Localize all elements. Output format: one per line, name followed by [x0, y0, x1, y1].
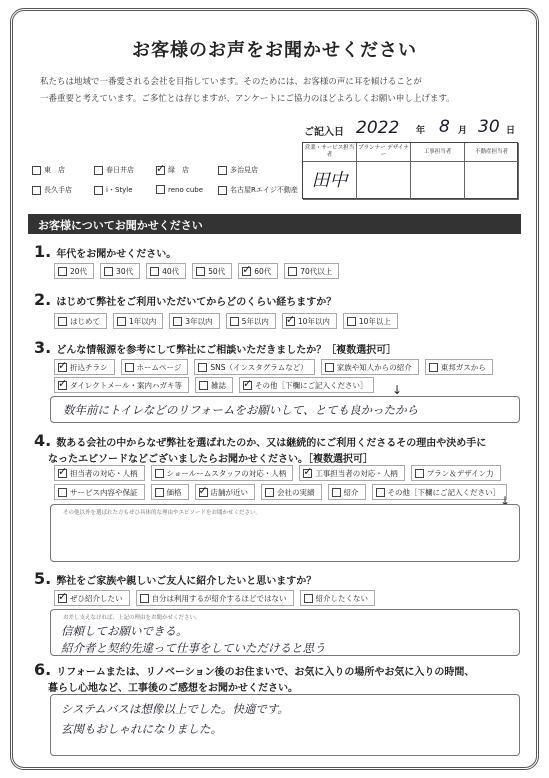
q1-option-0[interactable] [54, 263, 94, 279]
q6-text-2: 暮らし心地など、工事後のご感想をお聞かせください。 [48, 683, 298, 694]
q4-number: 4. [34, 431, 52, 450]
shop-option-1[interactable] [94, 165, 134, 175]
checkbox-icon[interactable] [218, 166, 227, 175]
q4-answer-box[interactable] [50, 504, 520, 562]
q1-text: 年代をお聞かせください。 [56, 249, 177, 260]
option-label: 自分は利用するが紹介するほどではない [151, 593, 287, 603]
staff-cell-construction[interactable] [411, 162, 465, 200]
option-label: SNS（インスタグラムなど） [210, 362, 308, 372]
option-label: その他［下欄にご記入ください］ [254, 380, 368, 390]
q1-option-1[interactable] [100, 263, 140, 279]
option-label: 30代 [116, 266, 134, 276]
q2-text: はじめて弊社をご利用いただいてからどのくらい経ちますか？ [56, 297, 337, 308]
q4-row1-option-3[interactable] [411, 465, 501, 481]
shop-label: 長久手店 [44, 186, 72, 194]
arrow-down-icon: ↓ [500, 494, 511, 508]
checkbox-icon[interactable] [332, 488, 341, 497]
date-label: ご記入日 [304, 127, 344, 138]
q3-answer: 数年前にトイレなどのリフォームをお願いして、とても良かったから [63, 403, 419, 417]
checkbox-icon[interactable] [347, 317, 356, 326]
option-label: サービス内容や保証 [70, 487, 138, 497]
option-label: 10年以内 [297, 316, 330, 326]
q4-row2-option-3[interactable] [261, 484, 322, 500]
shop-label: i・Style [106, 186, 133, 194]
checkbox-icon[interactable] [218, 186, 227, 195]
option-label: 価格 [166, 487, 182, 497]
date-month-unit: 月 [458, 126, 468, 136]
option-label: ダイレクトメール・案内ハガキ等 [70, 380, 182, 390]
option-label: 1年以内 [129, 316, 157, 326]
q5-options [54, 590, 375, 606]
checkbox-icon[interactable] [58, 488, 67, 497]
option-label: 5年以内 [241, 316, 269, 326]
q5-text: 弊社をご家族や親しいご友人に紹介したいと思いますか？ [56, 576, 317, 587]
checkbox-icon[interactable] [155, 469, 164, 478]
checkbox-checked-icon[interactable] [286, 317, 295, 326]
section-band: お客様についてお聞かせください [28, 214, 521, 234]
option-label: 雑誌 [210, 380, 226, 390]
checkbox-checked-icon[interactable] [58, 363, 67, 372]
q1-number: 1. [34, 242, 52, 261]
option-label: 60代 [254, 266, 272, 276]
q5-option-0[interactable] [54, 590, 130, 606]
option-label: 70代以上 [300, 266, 333, 276]
q3-row1-option-0[interactable] [54, 359, 115, 375]
q4-row1-option-0[interactable] [54, 465, 145, 481]
q4-text-2: なったエピソードなどございましたらお聞かせください。［複数選択可］ [48, 454, 373, 465]
q4-text-1: 数ある会社の中からなぜ弊社を選ばれたのか、又は継続的にご利用くださるその理由や決め手に [56, 438, 487, 449]
staff-cell-planner[interactable] [357, 162, 411, 200]
checkbox-checked-icon[interactable] [303, 469, 312, 478]
shop-option-2[interactable] [156, 165, 189, 175]
date-day[interactable]: 30 [478, 117, 500, 137]
shop-option-0[interactable] [32, 165, 65, 175]
shop-option-4[interactable] [32, 185, 72, 195]
checkbox-icon[interactable] [94, 166, 103, 175]
staff-header-sales: 営業・サービス担当者 [303, 143, 357, 162]
checkbox-icon[interactable] [58, 317, 67, 326]
staff-cell-realestate[interactable] [465, 162, 519, 200]
shop-label: 春日井店 [106, 166, 134, 174]
checkbox-checked-icon[interactable] [58, 381, 67, 390]
option-label: 50代 [208, 266, 226, 276]
checkbox-icon[interactable] [376, 488, 385, 497]
option-label: 会社の実績 [277, 487, 315, 497]
shop-label: 東 店 [44, 166, 65, 174]
checkbox-icon[interactable] [58, 267, 67, 276]
q5-answer-box[interactable] [50, 609, 520, 656]
page-title: お客様のお声をお聞かせください [132, 40, 417, 61]
staff-header-planner: プランナー デザイナー [357, 143, 411, 162]
shop-label: reno cube [168, 185, 204, 194]
option-label: 紹介 [343, 487, 359, 497]
option-label: ホームページ [136, 362, 182, 372]
checkbox-icon[interactable] [94, 186, 103, 195]
option-label: 3年以内 [185, 316, 213, 326]
q3-row1-option-4[interactable] [425, 359, 493, 375]
checkbox-icon[interactable] [196, 267, 205, 276]
checkbox-icon[interactable] [304, 594, 313, 603]
q4-row1-option-1[interactable] [151, 465, 294, 481]
checkbox-icon[interactable] [155, 488, 164, 497]
q1-option-4[interactable] [238, 263, 278, 279]
q2-option-5[interactable] [343, 313, 398, 329]
q2-option-2[interactable] [169, 313, 219, 329]
option-label: 10年以上 [358, 316, 391, 326]
checkbox-icon[interactable] [173, 317, 182, 326]
q3-text: どんな情報源を参考にして弊社にご相談いただきましたか？［複数選択可］ [56, 345, 397, 356]
q4-hint: その他以外を選ばれた方もぜひ具体的な理由やエピソードをお聞かせください。 [63, 510, 262, 516]
checkbox-checked-icon[interactable] [58, 594, 67, 603]
intro-line-1: 私たちは地域で一番愛される会社を目指しています。そのためには、お客様の声に耳を傾けることが [40, 77, 422, 87]
checkbox-icon[interactable] [32, 166, 41, 175]
checkbox-icon[interactable] [156, 185, 165, 194]
q3-heading [34, 338, 396, 357]
q2-options [54, 313, 398, 329]
q3-row2-option-0[interactable] [54, 377, 189, 393]
q3-options-row2 [54, 377, 374, 393]
q5-answer-line-1: 信頼してお願いできる。 [61, 624, 188, 638]
q3-row2-option-2[interactable] [239, 377, 375, 393]
option-label: プラン＆デザイン力 [426, 468, 494, 478]
shop-option-6[interactable] [156, 185, 203, 194]
shop-label: 名古屋Rエイジ不動産 [230, 186, 298, 194]
shop-option-5[interactable] [94, 185, 133, 195]
q6-answer-line-2: 玄関もおしゃれになりました。 [61, 722, 222, 736]
checkbox-icon[interactable] [429, 363, 438, 372]
q3-number: 3. [34, 338, 52, 357]
checkbox-icon[interactable] [104, 267, 113, 276]
intro-text [40, 74, 510, 108]
option-label: 40代 [162, 266, 180, 276]
q4-row1-option-2[interactable] [299, 465, 405, 481]
shop-option-7[interactable] [218, 185, 298, 195]
q5-option-1[interactable] [136, 590, 294, 606]
checkbox-icon[interactable] [117, 317, 126, 326]
checkbox-checked-icon[interactable] [242, 267, 251, 276]
q5-heading [34, 569, 316, 588]
q4-row2-option-5[interactable] [372, 484, 508, 500]
q3-answer-box[interactable] [50, 396, 520, 423]
option-label: 折込チラシ [70, 362, 108, 372]
q4-row2-option-2[interactable] [195, 484, 256, 500]
option-label: はじめて [70, 316, 100, 326]
q3-row1-option-2[interactable] [194, 359, 314, 375]
q6-answer-line-1: システムバスは想像以上でした。快適です。 [61, 702, 289, 716]
staff-signature[interactable]: 田中 [303, 162, 357, 200]
q2-heading [34, 290, 336, 309]
date-day-unit: 日 [506, 126, 516, 136]
q4-row2-option-0[interactable] [54, 484, 145, 500]
checkbox-checked-icon[interactable] [156, 166, 165, 175]
q4-options-row2 [54, 484, 507, 500]
checkbox-icon[interactable] [325, 363, 334, 372]
staff-header-construction: 工事担当者 [411, 143, 465, 162]
q2-number: 2. [34, 290, 52, 309]
q6-number: 6. [34, 660, 52, 679]
checkbox-icon[interactable] [32, 186, 41, 195]
option-label: 紹介したくない [315, 593, 368, 603]
q1-options [54, 263, 339, 279]
option-label: 店舗が近い [210, 487, 248, 497]
checkbox-checked-icon[interactable] [199, 488, 208, 497]
shop-label: 多治見店 [230, 166, 258, 174]
q2-option-4[interactable] [282, 313, 337, 329]
shop-option-3[interactable] [218, 165, 258, 175]
q3-row1-option-1[interactable] [121, 359, 189, 375]
checkbox-icon[interactable] [198, 363, 207, 372]
date-year[interactable]: 2022 [356, 118, 400, 138]
q1-heading [34, 242, 176, 261]
checkbox-icon[interactable] [288, 267, 297, 276]
q1-option-2[interactable] [146, 263, 186, 279]
q3-row1-option-3[interactable] [321, 359, 419, 375]
arrow-down-icon: ↓ [392, 383, 403, 397]
q4-row2-option-1[interactable] [151, 484, 189, 500]
checkbox-checked-icon[interactable] [58, 469, 67, 478]
checkbox-checked-icon[interactable] [243, 381, 252, 390]
q5-hint: お差し支えなければ、上記の理由をお聞かせください。 [63, 615, 201, 621]
option-label: ぜひ紹介したい [70, 593, 123, 603]
date-year-unit: 年 [416, 126, 426, 136]
option-label: 20代 [70, 266, 88, 276]
checkbox-icon[interactable] [140, 594, 149, 603]
q2-option-3[interactable] [226, 313, 276, 329]
q2-option-0[interactable] [54, 313, 107, 329]
checkbox-icon[interactable] [415, 469, 424, 478]
option-label: 家族や知人からの紹介 [336, 362, 412, 372]
checkbox-icon[interactable] [230, 317, 239, 326]
checkbox-icon[interactable] [125, 363, 134, 372]
date-month[interactable]: 8 [439, 117, 450, 137]
q2-option-1[interactable] [113, 313, 163, 329]
option-label: 工事担当者の対応・人柄 [315, 468, 398, 478]
option-label: ショールームスタッフの対応・人柄 [166, 468, 287, 478]
checkbox-icon[interactable] [265, 488, 274, 497]
q4-options-row1 [54, 465, 501, 481]
staff-header-realestate: 不動産担当者 [465, 143, 519, 162]
option-label: 東邦ガスから [440, 362, 486, 372]
q3-options-row1 [54, 359, 493, 375]
q6-answer-box[interactable] [50, 694, 520, 756]
q5-option-2[interactable] [300, 590, 376, 606]
q3-row2-option-1[interactable] [195, 377, 233, 393]
q4-row2-option-4[interactable] [328, 484, 366, 500]
q1-option-5[interactable] [284, 263, 339, 279]
shop-label: 緑 店 [168, 166, 189, 174]
q4-heading [34, 431, 524, 465]
option-label: 担当者の対応・人柄 [70, 468, 138, 478]
q5-number: 5. [34, 569, 52, 588]
q5-answer-line-2: 紹介者と契約先違って仕事をしていただけると思う [61, 641, 326, 655]
checkbox-icon[interactable] [199, 381, 208, 390]
q6-text-1: リフォームまたは、リノベーション後のお住まいで、お気に入りの場所やお気に入りの時間、 [56, 667, 475, 678]
q6-heading [34, 660, 524, 694]
staff-table [302, 142, 518, 199]
q1-option-3[interactable] [192, 263, 232, 279]
option-label: その他［下欄にご記入ください］ [387, 487, 500, 497]
intro-line-2: 一番重要と考えています。ご多忙とは存じますが、アンケートにご協力のほどよろしくお願い申し上げます。 [40, 94, 455, 104]
checkbox-icon[interactable] [150, 267, 159, 276]
